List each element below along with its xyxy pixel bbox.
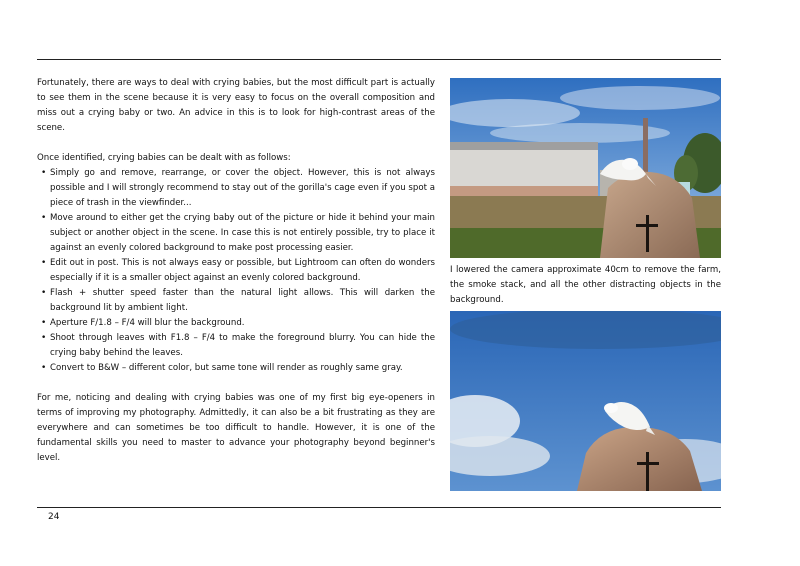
- list-item: • Shoot through leaves with F1.8 – F/4 to make the foreground blurry. You can hide the crying baby behind the leaves.: [37, 331, 435, 361]
- photo-caption: I lowered the camera approximate 40cm to remove the farm, the smoke stack, and all the other distracting objects in the background.: [450, 265, 721, 305]
- header-rule: [37, 59, 721, 60]
- list-item: • Flash + shutter speed faster than the natural light allows. This will darken the background lit by ambient light.: [37, 286, 435, 316]
- body-text: [37, 76, 435, 466]
- intro-paragraph: Fortunately, there are ways to deal with crying babies, but the most difficult part is actually to see them in the scene because it is very easy to focus on the overall composition and miss out a crying baby or two. An advice in this is to look for high-contrast areas of the scene.: [37, 78, 435, 133]
- photo-with-farm: [450, 78, 721, 258]
- page-number: 24: [48, 512, 60, 522]
- closing-paragraph: For me, noticing and dealing with crying babies was one of my first big eye-openers in terms of improving my photography. Admittedly, it can also be a bit frustrating as they are everywhere and can sometimes be too difficult to handle. However, it is one of the fundamental skills you need to master to advance your photography beyond beginner's level.: [37, 393, 435, 463]
- tips-list: [37, 166, 435, 376]
- photo-with-farm-image: [450, 78, 721, 258]
- footer-rule: [37, 507, 721, 508]
- photo-against-sky-image: [450, 311, 721, 491]
- list-item: • Edit out in post. This is not always easy or possible, but Lightroom can often do wonders especially if it is a smaller object against an evenly colored background.: [37, 256, 435, 286]
- list-item: • Aperture F/1.8 – F/4 will blur the background.: [37, 316, 435, 331]
- lead-in-line: Once identified, crying babies can be dealt with as follows:: [37, 153, 291, 163]
- list-item: • Simply go and remove, rearrange, or cover the object. However, this is not always possible and I will strongly recommend to stay out of the gorilla's cage even if you spot a piece of trash in the viewfinder...: [37, 166, 435, 211]
- list-item: • Move around to either get the crying baby out of the picture or hide it behind your main subject or another object in the scene. In case this is not entirely possible, try to place it against an evenly colored background to make post processing easier.: [37, 211, 435, 256]
- list-item: • Convert to B&W – different color, but same tone will render as roughly same gray.: [37, 361, 435, 376]
- photo-against-sky: [450, 311, 721, 491]
